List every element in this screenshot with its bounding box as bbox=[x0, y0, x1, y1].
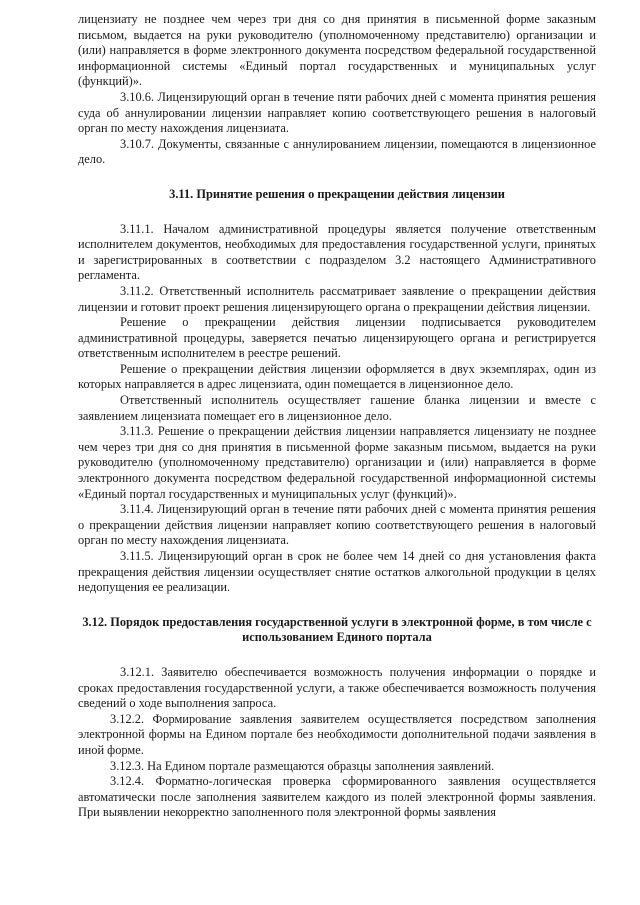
paragraph-3-11-3: 3.11.3. Решение о прекращении действия лицензии направляется лицензиату не позднее чем через три дня со дня принятия в письменной форме заказным письмом, выдается на руки руководителю (уполномоченному представителю) организации и (или) направляется в форме электронного документа посредством федеральной государственной информационной системы «Единый портал государственных и муниципальных услуг (функций)». bbox=[78, 424, 596, 501]
paragraph-license-blank: Ответственный исполнитель осуществляет гашение бланка лицензии и вместе с заявлением лицензиата помещает его в лицензионное дело. bbox=[78, 393, 596, 423]
section-heading-3-11: 3.11. Принятие решения о прекращении действия лицензии bbox=[169, 186, 505, 201]
section-heading-3-12: 3.12. Порядок предоставления государственной услуги в электронной форме, в том числе с использованием Единого портала bbox=[82, 614, 592, 645]
paragraph-decision-copies: Решение о прекращении действия лицензии оформляется в двух экземплярах, один из которых направляется в адрес лицензиата, один помещается в лицензионное дело. bbox=[78, 361, 596, 392]
paragraph-3-12-3: 3.12.3. На Едином портале размещаются образцы заполнения заявлений. bbox=[110, 758, 495, 773]
paragraph-3-11-4: 3.11.4. Лицензирующий орган в течение пяти рабочих дней с момента принятия решения о прекращении действия лицензии направляет копию соответствующего решения в налоговый орган по месту нахождения лицензиата. bbox=[78, 502, 596, 548]
paragraph-3-12-4: 3.12.4. Форматно-логическая проверка сформированного заявления осуществляется автоматически после заполнения заявителем каждого из полей электронной формы заявления. При выявлении некорректно заполненного поля электронной формы заявления bbox=[78, 774, 596, 820]
paragraph-3-11-1: 3.11.1. Началом административной процедуры является получение ответственным исполнителем документов, необходимых для предоставления государственной услуги, принятых и зарегистрированных в соответствии с подразделом 3.2 настоящего Административного регламента. bbox=[78, 221, 596, 283]
paragraph-3-10-6: 3.10.6. Лицензирующий орган в течение пяти рабочих дней с момента принятия решения суда об аннулировании лицензии направляет копию соответствующего решения в налоговый орган по месту нахождения лицензиата. bbox=[78, 89, 596, 136]
paragraph-decision-signing: Решение о прекращении действия лицензии подписывается руководителем административной процедуры, заверяется печатью лицензирующего органа и регистрируется ответственным исполнителем в реестре решений. bbox=[78, 315, 596, 361]
paragraph-3-12-1: 3.12.1. Заявителю обеспечивается возможность получения информации о порядке и сроках предоставления государственной услуги, а также обеспечивается возможность получения сведений о ходе выполнения запроса. bbox=[78, 664, 596, 711]
paragraph-3-10-7: 3.10.7. Документы, связанные с аннулированием лицензии, помещаются в лицензионное дело. bbox=[78, 136, 596, 167]
paragraph-3-12-2: 3.12.2. Формирование заявления заявителем осуществляется посредством заполнения электронной формы на Едином портале без необходимости дополнительной подачи заявления в иной форме. bbox=[78, 711, 596, 757]
paragraph-3-11-2: 3.11.2. Ответственный исполнитель рассматривает заявление о прекращении действия лицензии и готовит проект решения лицензирующего органа о прекращении действия лицензии. bbox=[78, 283, 596, 314]
paragraph-3-10-continued: лицензиату не позднее чем через три дня со дня принятия в письменной форме заказным письмом, выдается на руки руководителю (уполномоченному представителю) организации и (или) направляется в форме электронного документа посредством федеральной государственной информационной системы «Единый портал государственных и муниципальных услуг (функций)». bbox=[78, 12, 596, 89]
paragraph-3-11-5: 3.11.5. Лицензирующий орган в срок не более чем 14 дней со дня установления факта прекращения действия лицензии осуществляет снятие остатков алкогольной продукции в целях недопущения ее реализации. bbox=[78, 549, 596, 595]
